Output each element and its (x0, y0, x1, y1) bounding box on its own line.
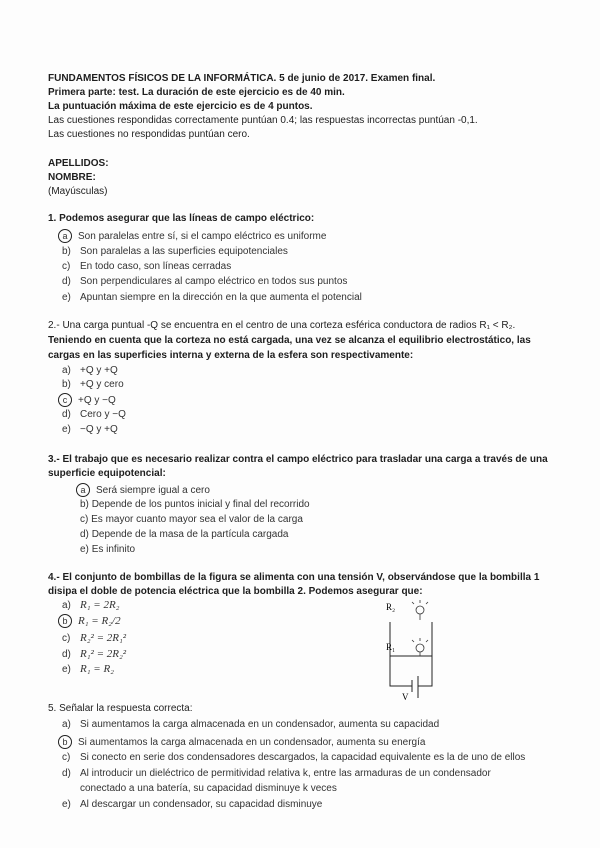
option-d (62, 648, 126, 661)
option-letter: b) (62, 379, 71, 390)
option-d (62, 408, 126, 421)
option-letter: b) (80, 499, 89, 510)
option-c (80, 513, 303, 526)
option-text: Es mayor cuanto mayor sea el valor de la carga (91, 514, 303, 525)
option-formula: R₂² = 2R₁² (80, 632, 127, 644)
option-b (62, 378, 124, 391)
option-d (62, 275, 347, 288)
option-c (62, 632, 126, 645)
header-line: Las cuestiones respondidas correctamente puntúan 0.4; las respuestas incorrectas puntúan -0,1. (48, 115, 478, 126)
option-c (62, 751, 525, 764)
option-letter: a) (62, 600, 71, 611)
option-letter: d) (62, 409, 71, 420)
option-a-selected (80, 483, 210, 497)
option-letter: d) (62, 649, 71, 660)
option-text: Depende de los puntos inicial y final del recorrido (91, 499, 310, 510)
option-text: Al descargar un condensador, su capacidad disminuye (80, 799, 323, 810)
answer-circle: b (58, 735, 72, 749)
bulb-2-icon (412, 600, 428, 620)
question-stem: 3.- El trabajo que es necesario realizar contra el campo eléctrico para trasladar una carga a través de una (48, 454, 548, 465)
option-letter: d) (62, 276, 71, 287)
option-text: En todo caso, son líneas cerradas (80, 261, 232, 272)
option-letter: e) (62, 424, 71, 435)
option-letter: e) (80, 544, 89, 555)
option-e (62, 291, 362, 304)
question-stem: disipa el doble de potencia eléctrica que la bombilla 2. Podemos asegurar que: (48, 586, 423, 597)
option-text: −Q y +Q (80, 424, 118, 435)
option-text: Son perpendiculares al campo eléctrico en todos sus puntos (80, 276, 348, 287)
option-c-selected (62, 393, 116, 407)
r1-label: R₁ (386, 642, 396, 652)
option-letter: d) (80, 529, 89, 540)
option-letter: d) (62, 768, 71, 779)
answer-circle: a (58, 229, 72, 243)
circuit-diagram (380, 598, 450, 702)
question-stem: 4.- El conjunto de bombillas de la figura se alimenta con una tensión V, observándose que la bombilla 1 (48, 572, 540, 583)
option-text: Son paralelas a las superficies equipotenciales (80, 246, 288, 257)
option-d (80, 528, 288, 541)
nombre-label: NOMBRE: (48, 172, 96, 183)
question-stem: Teniendo en cuenta que la corteza no está cargada, una vez se alcanza el equilibrio electrostático, las (48, 335, 531, 346)
header-line: Primera parte: test. La duración de este ejercicio es de 40 min. (48, 87, 345, 98)
option-text: Será siempre igual a cero (96, 485, 210, 496)
option-letter: e) (62, 664, 71, 675)
option-formula: R₁ = 2R₂ (80, 599, 120, 611)
option-formula: R₁ = R₂/2 (78, 615, 121, 627)
option-letter: a) (62, 719, 71, 730)
option-e (62, 423, 118, 436)
option-text: Si conecto en serie dos condensadores descargados, la capacidad equivalente es la de uno de ellos (80, 752, 526, 763)
question-stem: 1. Podemos asegurar que las líneas de campo eléctrico: (48, 213, 315, 224)
bulb-1-icon (412, 638, 428, 656)
option-e (62, 798, 322, 811)
option-a (62, 364, 118, 377)
apellidos-label: APELLIDOS: (48, 158, 109, 169)
option-text: Es infinito (91, 544, 136, 555)
option-text: +Q y +Q (80, 365, 118, 376)
voltage-label: V (402, 692, 409, 702)
option-letter: c) (62, 752, 71, 763)
mayusculas-note: (Mayúsculas) (48, 186, 108, 197)
option-text: Depende de la masa de la partícula cargada (91, 529, 289, 540)
option-e (80, 543, 135, 556)
option-d-continued (62, 782, 337, 795)
question-stem: superficie equipotencial: (48, 468, 166, 479)
battery-icon (412, 676, 418, 698)
option-d (62, 767, 491, 780)
option-letter: b) (62, 246, 71, 257)
option-text: Si aumentamos la carga almacenada en un condensador, aumenta su energía (78, 737, 426, 748)
r2-label: R₂ (386, 602, 396, 612)
option-text: Apuntan siempre en la dirección en la que aumenta el potencial (80, 292, 362, 303)
option-text: +Q y −Q (78, 395, 116, 406)
option-letter: c) (80, 514, 89, 525)
option-a (62, 718, 439, 731)
option-letter: c) (62, 633, 71, 644)
exam-title: FUNDAMENTOS FÍSICOS DE LA INFORMÁTICA. 5 de junio de 2017. Examen final. (48, 73, 436, 84)
option-formula: R₁² = 2R₂² (80, 648, 127, 660)
option-b-selected (62, 614, 121, 628)
option-letter: a) (62, 365, 71, 376)
option-letter: c) (62, 261, 71, 272)
option-e (62, 663, 114, 676)
option-b (80, 498, 310, 511)
question-stem: 2.- Una carga puntual -Q se encuentra en el centro de una corteza esférica conductora de radios R₁ < R₂. (48, 320, 516, 331)
option-a (62, 599, 120, 612)
option-b-selected (62, 735, 425, 749)
option-a-selected (62, 229, 326, 243)
option-text: Cero y −Q (80, 409, 126, 420)
answer-circle: c (58, 393, 72, 407)
option-text: +Q y cero (80, 379, 124, 390)
question-stem: 5. Señalar la respuesta correcta: (48, 703, 193, 714)
question-stem: cargas en las superficies interna y externa de la esfera son respectivamente: (48, 350, 414, 361)
option-letter: e) (62, 292, 71, 303)
option-letter: e) (62, 799, 71, 810)
option-formula: R₁ = R₂ (80, 663, 115, 675)
answer-circle: a (76, 483, 90, 497)
answer-circle: b (58, 614, 72, 628)
option-text: conectado a una batería, su capacidad disminuye k veces (80, 783, 337, 794)
option-text: Si aumentamos la carga almacenada en un condensador, aumenta su capacidad (80, 719, 440, 730)
option-b (62, 245, 288, 258)
option-c (62, 260, 231, 273)
header-line: La puntuación máxima de este ejercicio es de 4 puntos. (48, 101, 313, 112)
option-text: Al introducir un dieléctrico de permitividad relativa k, entre las armaduras de un condensador (80, 768, 491, 779)
header-line: Las cuestiones no respondidas puntúan cero. (48, 129, 250, 140)
option-text: Son paralelas entre sí, si el campo eléctrico es uniforme (78, 231, 327, 242)
